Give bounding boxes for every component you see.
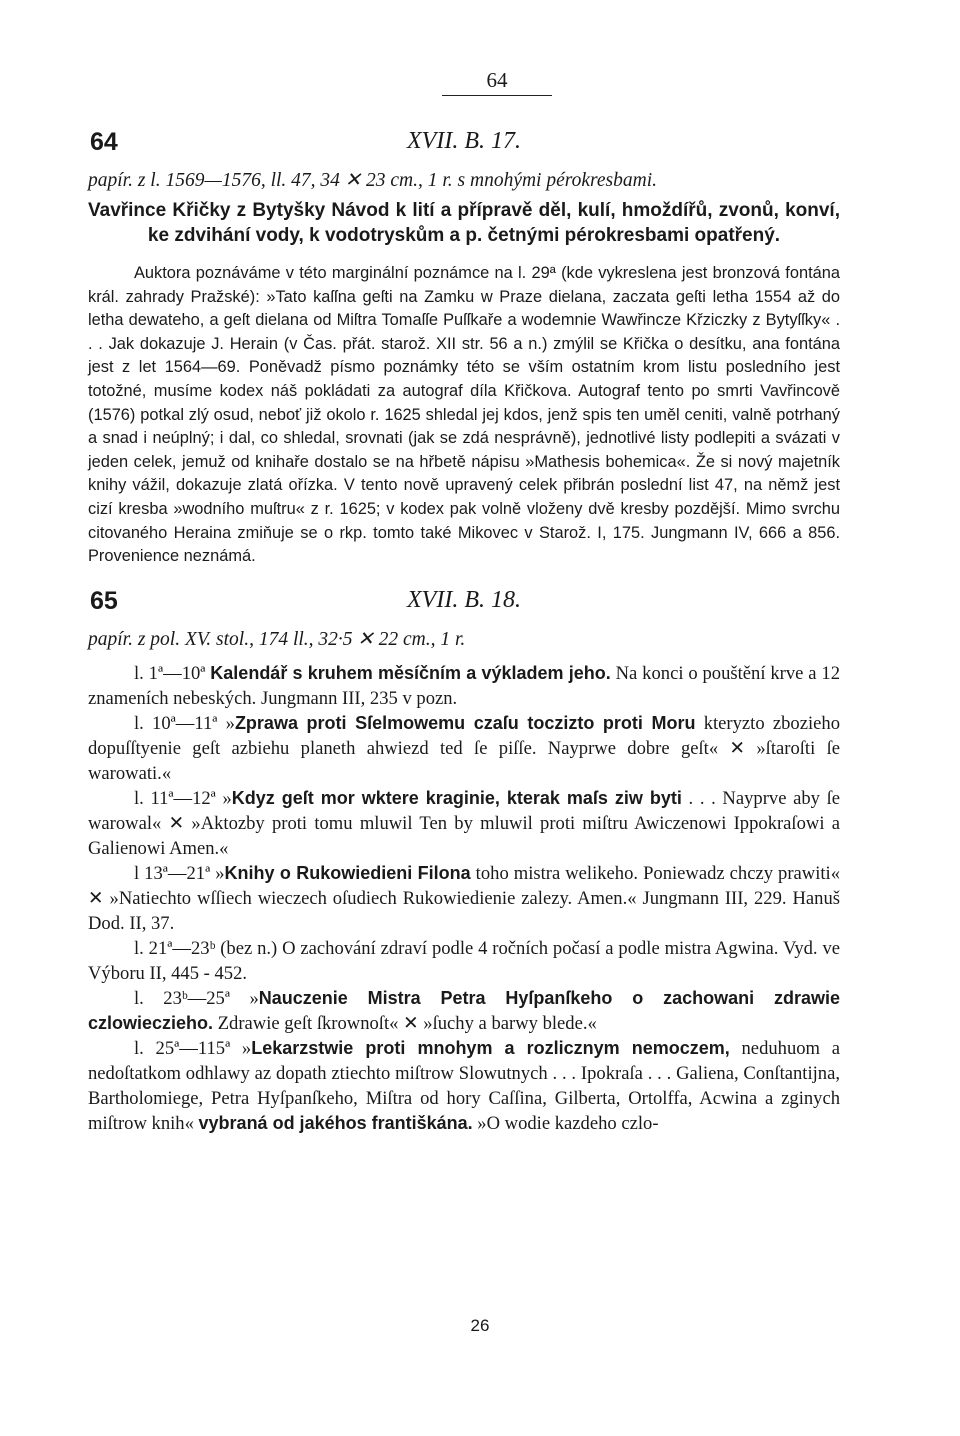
- item-title: Kalendář s kruhem měsíčním a výkladem jeho.: [210, 662, 611, 683]
- entry-65: [88, 587, 840, 1136]
- item-title: Lekarzstwie proti mnohym a rozlicznym nemoczem,: [251, 1037, 730, 1058]
- entry-note: Auktora poznáváme v této marginální poznámce na l. 29ª (kde vykreslena jest bronzová fontána král. zahrady Pražské): »Tato kaſſna geſti na Zamku w Praze dielana, zaczata geſti letha 1554 až do letha dewateho, a geſt dielana od Miſtra Tomaſſe Puſſkaře a wodemnie Wawřincze Křziczky z Bytyſſky« . . . Jak dokazuje J. Herain (v Čas. přát. starož. XII str. 56 a n.) zmýlil se Křička o desítku, ana fontána jest z let 1564—69. Poněvadž písmo poznámky této se vším ostatním krom listu posledního jest totožné, musíme kodex náš pokládati za autograf díla Křičkova. Autograf tento po smrti Vavřincově (1576) potkal zlý osud, neboť již okolo r. 1625 shledal jej kdos, jenž spis ten uměl ceniti, valně potrhaný a snad i neúplný; i dal, co shledal, srovnati (jak se zdá nesprávně), jednotlivé listy podlepiti a svázati v jeden celek, jemuž od knihaře dostalo se na hřbetě nápisu »Mathesis bohemica«. Že si nový majetník knihy vážil, dokazuje zlatá ořízka. V tento nově upravený celek přibrán poslední list 47, na němž jest cizí kresba »wodního muſtru« z r. 1625; v kodex pak volně vloženy dvě kresby pozdější. Mimo svrchu citovaného Heraina zmiňuje se o rkp. tomto také Mikovec v Starož. I, 175. Jungmann IV, 666 a 856. Provenience neznámá.: [88, 264, 840, 566]
- entry-number: 64: [90, 128, 118, 156]
- list-item: l. 21ª—23ᵇ (bez n.) O zachování zdraví podle 4 ročních počasí a podle mistra Agwina. Vyd. ve Výboru II, 445 - 452.: [88, 937, 840, 984]
- entry-header: [88, 587, 840, 627]
- physical-description: papír. z pol. XV. stol., 174 ll., 32·5 ✕ 22 cm., 1 r.: [88, 628, 466, 650]
- item-title: Nauczenie Mistra Petra Hyſpanſkeho o zachowani zdrawie czlowieczieho.: [88, 987, 840, 1033]
- list-item: l. 11ª—12ª »Kdyz geſt mor wktere kraginie, kterak maſs ziw byti . . . Nayprve aby ſe warowal« ✕ »Aktozby proti tomu mluwil Ten by mluwil proti miſtru Awiczenowi Ippokraſowi a Galienowi Amen.«: [88, 787, 841, 859]
- list-item: l. 1ª—10ª Kalendář s kruhem měsíčním a výkladem jeho. Na konci o pouštění krve a 12 znameních nebeských. Jungmann III, 235 v pozn.: [88, 662, 840, 709]
- list-item: l. 25ª—115ª »Lekarzstwie proti mnohym a rozlicznym nemoczem, neduhuom a nedoſtatkom odhlawy az dopath ztiechto miſtrow Slowutnych . . . Ipokraſa . . . Galiena, Conſtantijna, Bartholomiege, Petra Hyſpanſkeho, Miſtra od hory Caſſina, Gilberta, Ortolffa, Acwina a zginych miſtrow knih« vybraná od jakéhos františkána. »O wodie kazdeho czlo-: [88, 1037, 840, 1134]
- shelf-mark: XVII. B. 17.: [407, 128, 521, 154]
- sheet-number: 26: [470, 1316, 490, 1335]
- entry-header: [88, 128, 840, 168]
- item-title-secondary: vybraná od jakéhos františkána.: [198, 1112, 473, 1133]
- item-title: Knihy o Rukowiedieni Filona: [224, 862, 471, 883]
- shelf-mark: XVII. B. 18.: [407, 586, 521, 613]
- entry-64: [88, 128, 840, 569]
- item-title: Zprawa proti Sſelmowemu czaſu toczizto proti Moru: [234, 712, 696, 733]
- entry-number: 65: [90, 586, 118, 615]
- list-item: l. 10ª—11ª »Zprawa proti Sſelmowemu czaſu toczizto proti Moru kteryzto zbozieho dopuſſtyenie geſt azbiehu planeth ahwiezd ted ſe piſſe. Nayprwe dobre geſt« ✕ »ſtaroſti ſe warowati.«: [88, 712, 840, 784]
- list-item: l. 23ᵇ—25ª »Nauczenie Mistra Petra Hyſpanſkeho o zachowani zdrawie czlowieczieho. Zdrawie geſt ſkrownoſt« ✕ »ſuchy a barwy blede.«: [88, 987, 840, 1034]
- entry-title: Vavřince Křičky z Bytyšky Návod k lití a přípravě děl, kulí, hmoždířů, zvonů, konví, ke zdvihání vody, k vodotryskům a p. četnými pérokresbami opatřený.: [88, 200, 840, 246]
- physical-description: papír. z l. 1569—1576, ll. 47, 34 ✕ 23 cm., 1 r. s mnohými pérokresbami.: [88, 170, 658, 191]
- running-page-number: 64: [442, 68, 552, 96]
- list-item: l 13ª—21ª »Knihy o Rukowiedieni Filona toho mistra welikeho. Poniewadz chczy prawiti« ✕ »Natiechto wſſiech wieczech oſudiech Rukowiedienie zalezy. Amen.« Jungmann III, 229. Hanuš Dod. II, 37.: [88, 862, 840, 934]
- item-title: Kdyz geſt mor wktere kraginie, kterak maſs ziw byti: [231, 787, 682, 808]
- page-content: [88, 128, 840, 1136]
